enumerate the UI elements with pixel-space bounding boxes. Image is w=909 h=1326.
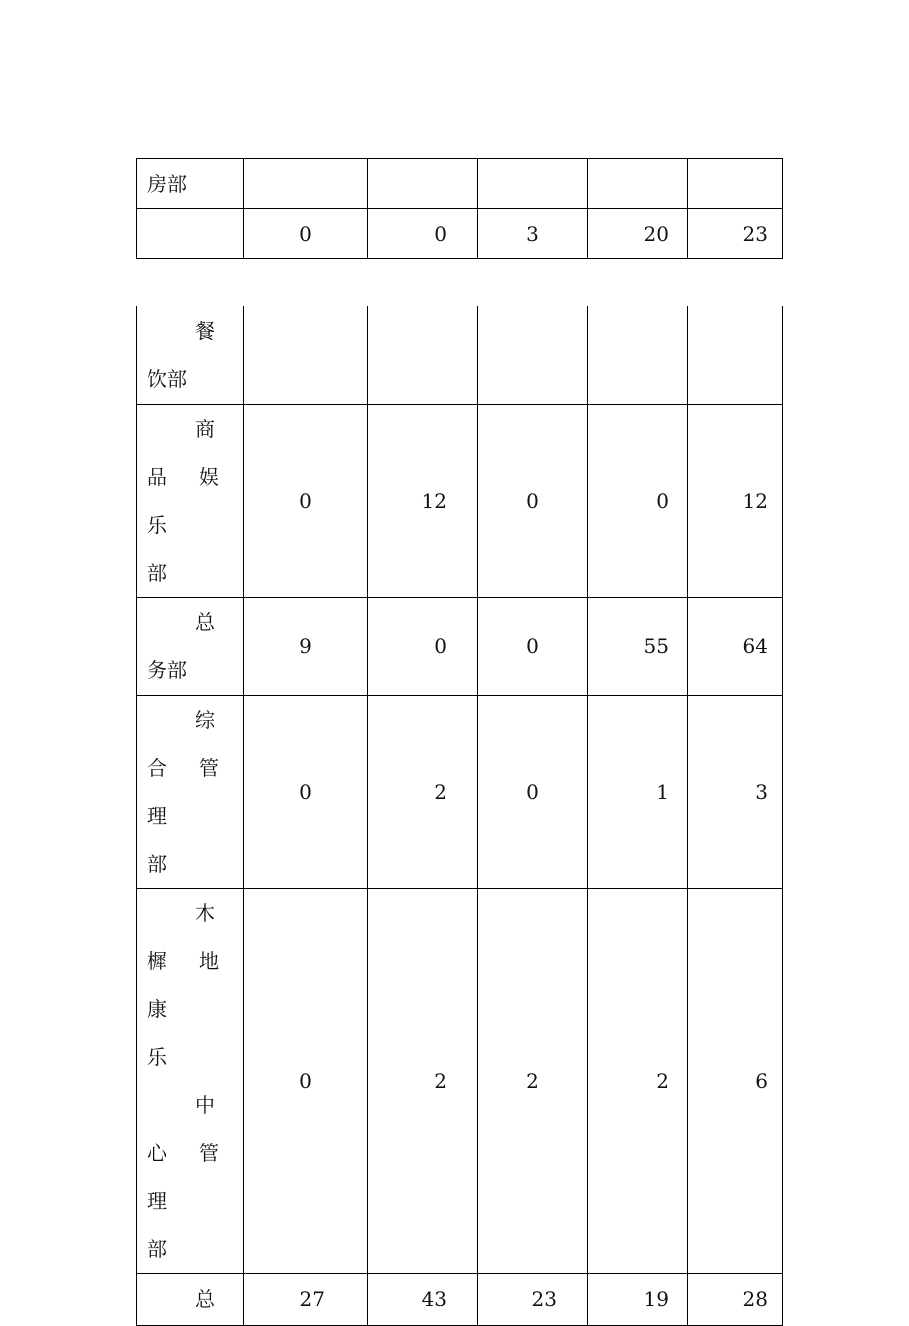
label-line: 品娱乐 (147, 464, 233, 537)
table-cell: 2 (368, 695, 478, 888)
table-row (137, 695, 783, 888)
table-cell: 2 (588, 888, 688, 1273)
table-row (137, 597, 783, 695)
row-label (137, 888, 244, 1273)
row-label (137, 695, 244, 888)
label-line: 务部 (147, 658, 187, 682)
label-line: 部 (147, 1236, 167, 1261)
table-cell (368, 306, 478, 404)
label-line: 饮部 (147, 366, 187, 391)
table-cell (368, 159, 478, 209)
table-row (137, 1273, 783, 1325)
row-label (137, 1273, 244, 1325)
table-cell: 23 (478, 1273, 588, 1325)
row-label (137, 597, 244, 695)
table-cell (688, 306, 783, 404)
label-line: 商 (195, 416, 215, 441)
label-line: 乐 (147, 1044, 167, 1069)
table-cell (478, 306, 588, 404)
table-cell: 2 (478, 888, 588, 1273)
table-cell (588, 159, 688, 209)
row-label (137, 404, 244, 597)
label-line: 部 (147, 851, 167, 876)
table-row (137, 888, 783, 1273)
label-line: 樨地康 (147, 948, 233, 1021)
table-cell (244, 306, 368, 404)
table-cell: 0 (244, 404, 368, 597)
table-cell: 12 (688, 404, 783, 597)
label-line: 餐 (195, 318, 215, 343)
table-cell: 9 (244, 597, 368, 695)
table-cell: 55 (588, 597, 688, 695)
label-line: 合管理 (147, 755, 233, 828)
table-cell: 20 (588, 209, 688, 259)
label-line: 总 (195, 610, 215, 634)
label-line: 心管理 (147, 1140, 233, 1213)
table-cell: 0 (244, 209, 368, 259)
row-label (137, 209, 244, 259)
row-label (137, 306, 244, 404)
table-cell: 2 (368, 888, 478, 1273)
table-cell: 0 (478, 597, 588, 695)
table-cell: 64 (688, 597, 783, 695)
table-row (137, 306, 783, 404)
table-cell: 0 (368, 597, 478, 695)
table-cell: 0 (588, 404, 688, 597)
table-cell: 28 (688, 1273, 783, 1325)
row-label: 房部 (137, 159, 244, 209)
table-cell: 0 (478, 695, 588, 888)
table-cell: 27 (244, 1273, 368, 1325)
table-cell: 19 (588, 1273, 688, 1325)
label-line: 总 (195, 1287, 215, 1311)
table-cell: 43 (368, 1273, 478, 1325)
table-cell: 6 (688, 888, 783, 1273)
label-line: 木 (195, 900, 215, 925)
table-cell: 23 (688, 209, 783, 259)
table-cell: 0 (244, 888, 368, 1273)
table-row (137, 404, 783, 597)
department-table-top (136, 158, 783, 259)
table-cell: 3 (478, 209, 588, 259)
table-cell: 0 (244, 695, 368, 888)
table-row (137, 159, 783, 209)
table-cell: 0 (368, 209, 478, 259)
table-cell (478, 159, 588, 209)
table-cell: 12 (368, 404, 478, 597)
label-line: 综 (195, 707, 215, 732)
table-cell (588, 306, 688, 404)
label-line: 中 (195, 1092, 215, 1117)
table-cell: 0 (478, 404, 588, 597)
table-cell: 1 (588, 695, 688, 888)
table-row (137, 209, 783, 259)
department-table-bottom (136, 306, 783, 1326)
table-cell: 3 (688, 695, 783, 888)
label-line: 部 (147, 560, 167, 585)
table-cell (244, 159, 368, 209)
table-cell (688, 159, 783, 209)
